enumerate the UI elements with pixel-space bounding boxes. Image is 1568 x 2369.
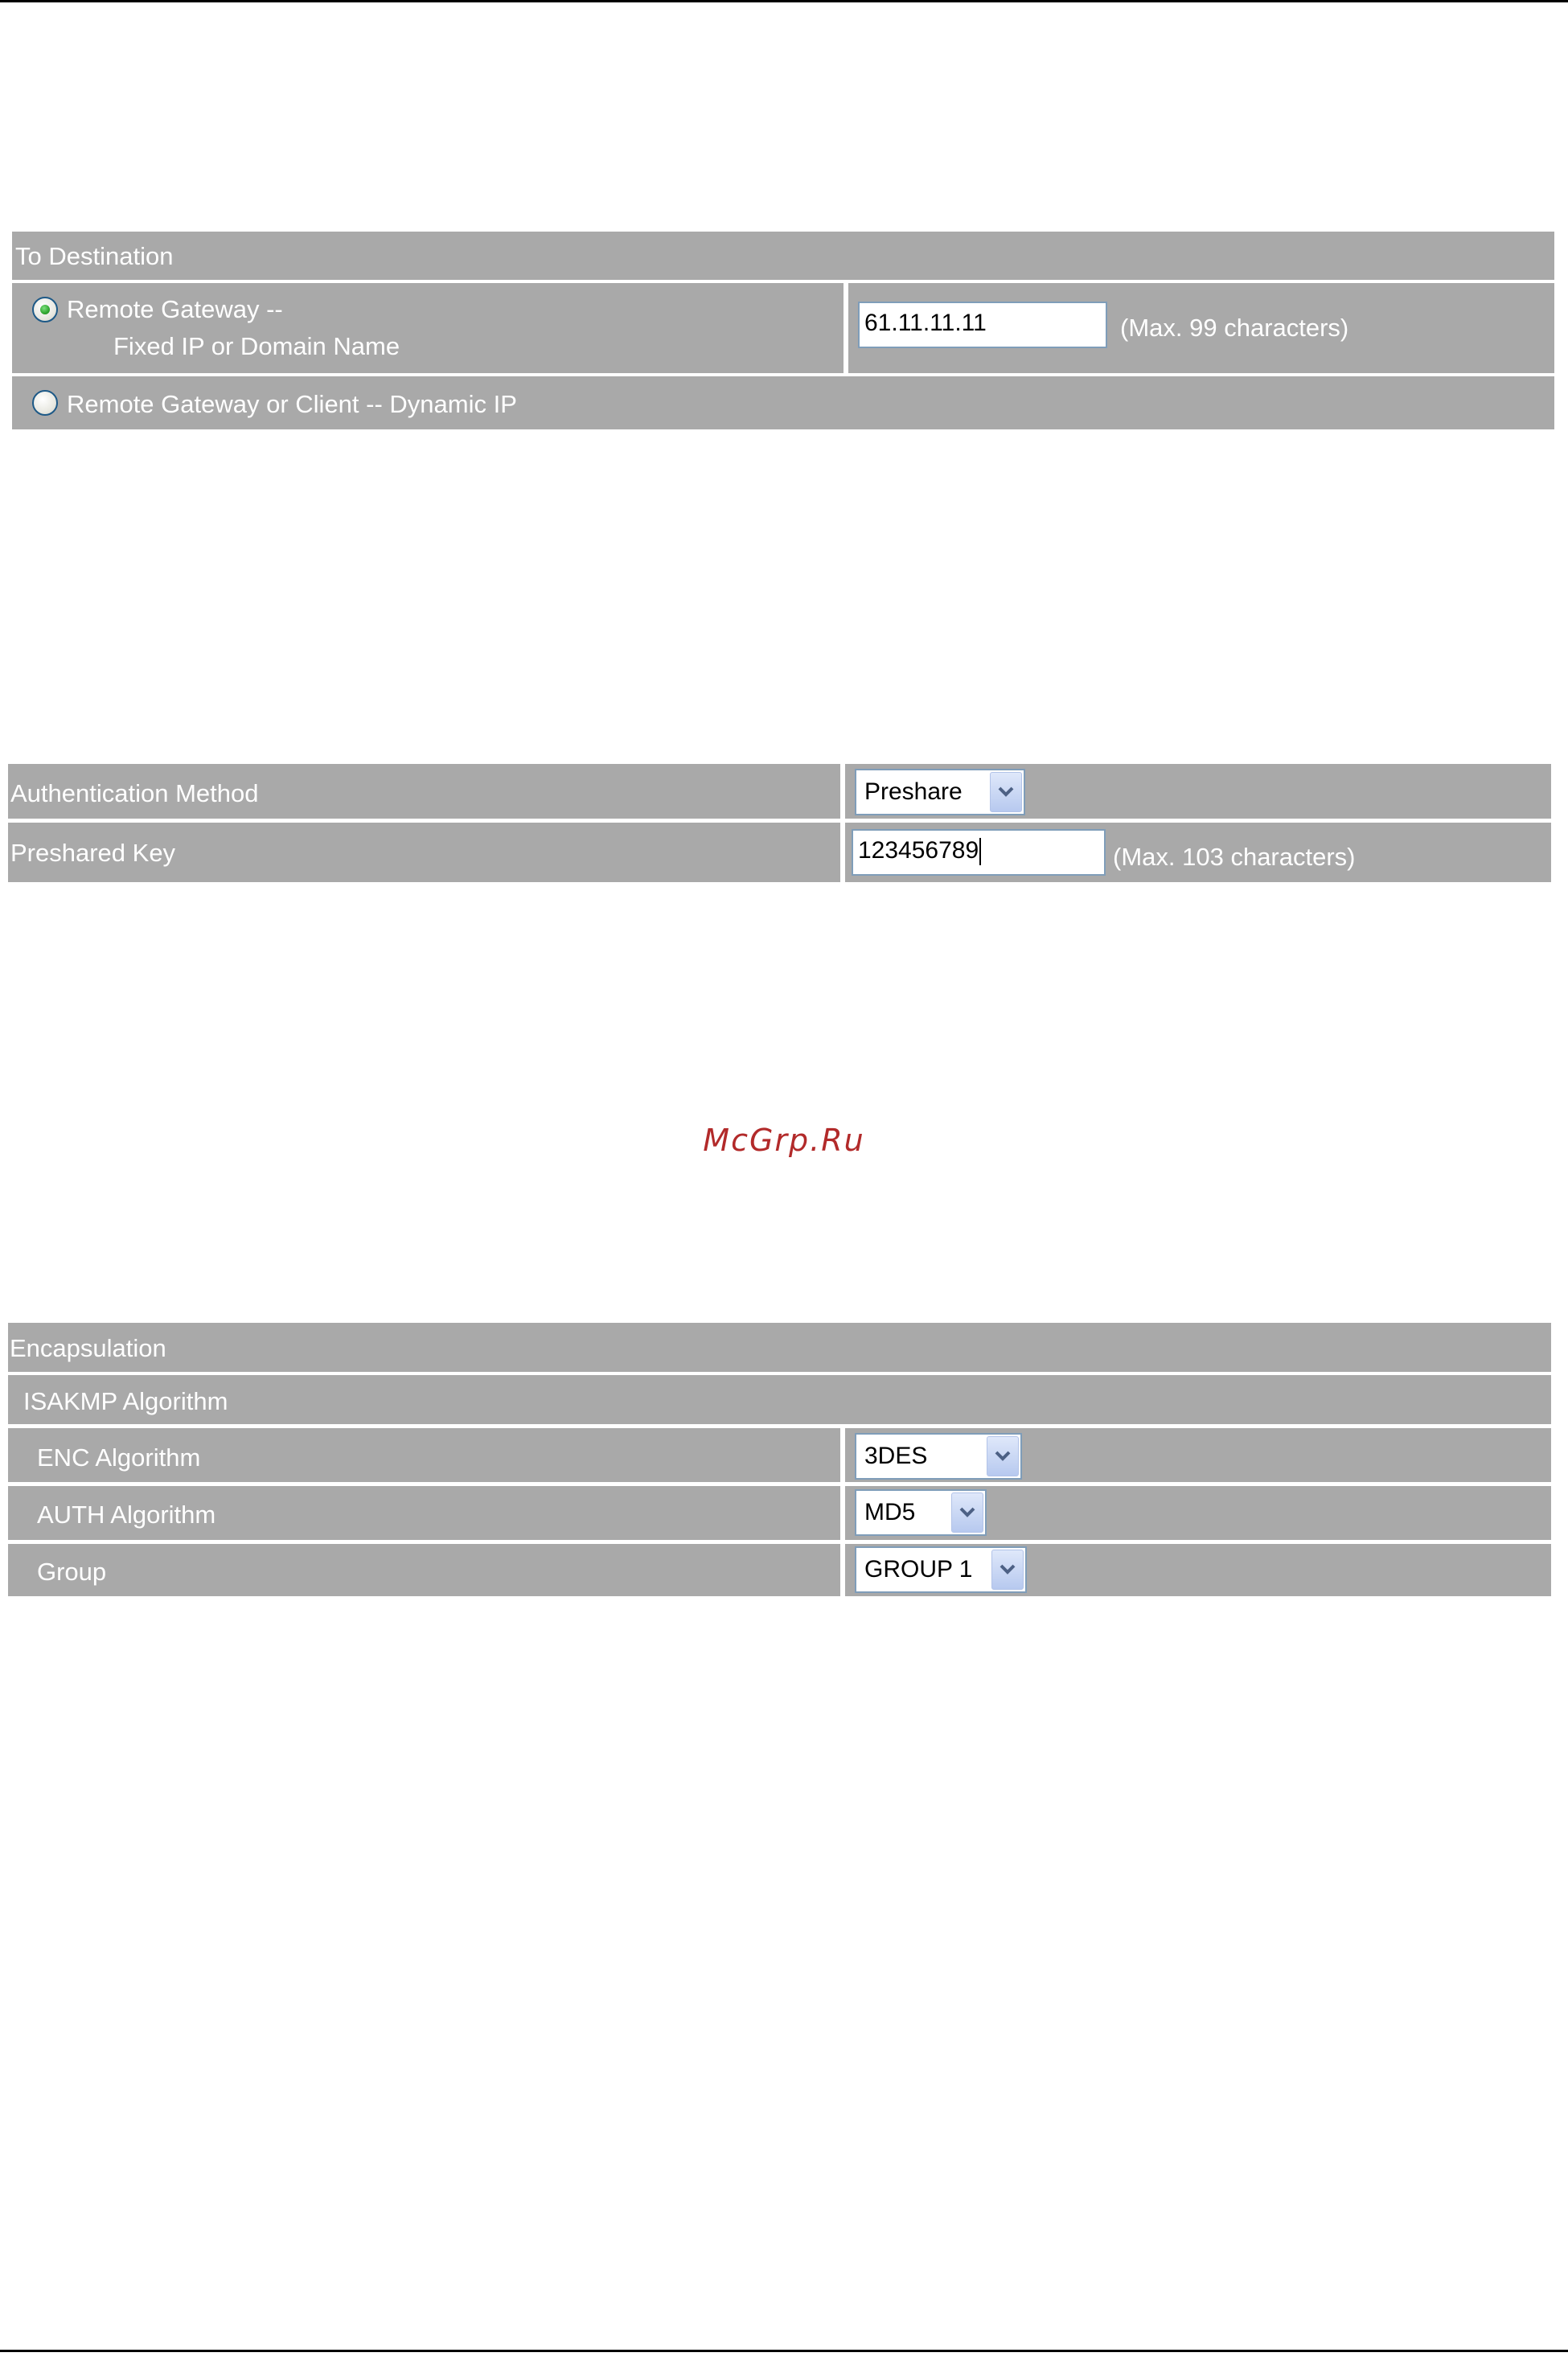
gateway-address-input[interactable] bbox=[858, 302, 1107, 348]
chevron-down-icon[interactable] bbox=[987, 1436, 1019, 1476]
fixed-gateway-option-cell bbox=[12, 283, 844, 373]
chevron-down-icon[interactable] bbox=[951, 1492, 983, 1533]
radio-unchecked-icon[interactable] bbox=[32, 390, 58, 416]
auth-algorithm-value: MD5 bbox=[864, 1499, 916, 1525]
auth-method-label-cell bbox=[8, 764, 840, 819]
group-row bbox=[8, 1544, 1551, 1596]
authentication-panel bbox=[8, 764, 1551, 883]
enc-algorithm-value-cell bbox=[845, 1428, 1551, 1482]
enc-algorithm-label: ENC Algorithm bbox=[37, 1443, 201, 1472]
auth-algorithm-row bbox=[8, 1486, 1551, 1540]
isakmp-header-label: ISAKMP Algorithm bbox=[23, 1387, 228, 1415]
enc-algorithm-select[interactable] bbox=[855, 1433, 1022, 1480]
encapsulation-panel bbox=[8, 1323, 1551, 1597]
auth-algorithm-select[interactable] bbox=[855, 1489, 987, 1536]
preshared-key-label: Preshared Key bbox=[10, 839, 176, 867]
enc-algorithm-value: 3DES bbox=[864, 1443, 928, 1469]
chevron-down-icon[interactable] bbox=[990, 772, 1022, 812]
enc-algorithm-row bbox=[8, 1428, 1551, 1482]
encapsulation-header-label: Encapsulation bbox=[10, 1334, 166, 1362]
auth-algorithm-label-cell bbox=[8, 1486, 840, 1540]
text-caret bbox=[979, 838, 981, 865]
group-label: Group bbox=[37, 1558, 107, 1586]
group-label-cell bbox=[8, 1544, 840, 1596]
gateway-input-cell bbox=[848, 283, 1554, 373]
isakmp-header bbox=[8, 1375, 1551, 1424]
preshared-key-value: 123456789 bbox=[858, 837, 979, 864]
auth-method-value: Preshare bbox=[864, 778, 963, 805]
fixed-gateway-label-line1: Remote Gateway -- bbox=[67, 295, 283, 323]
destination-header bbox=[12, 232, 1554, 280]
watermark-text: McGrp.Ru bbox=[703, 1123, 865, 1158]
dynamic-gateway-label: Remote Gateway or Client -- Dynamic IP bbox=[67, 390, 517, 418]
radio-checked-icon[interactable] bbox=[32, 297, 58, 322]
auth-algorithm-value-cell bbox=[845, 1486, 1551, 1540]
preshared-key-row bbox=[8, 823, 1551, 882]
auth-method-row bbox=[8, 764, 1551, 819]
group-value: GROUP 1 bbox=[864, 1556, 973, 1583]
bottom-rule bbox=[0, 2350, 1568, 2352]
destination-header-label: To Destination bbox=[15, 242, 174, 270]
auth-method-label: Authentication Method bbox=[10, 779, 259, 807]
gateway-hint: (Max. 99 characters) bbox=[1120, 314, 1349, 342]
gateway-address-value: 61.11.11.11 bbox=[864, 310, 987, 336]
auth-method-value-cell bbox=[845, 764, 1551, 819]
preshared-key-hint: (Max. 103 characters) bbox=[1113, 843, 1356, 871]
encapsulation-header bbox=[8, 1323, 1551, 1372]
auth-algorithm-label: AUTH Algorithm bbox=[37, 1501, 216, 1529]
fixed-gateway-row bbox=[12, 283, 1554, 373]
fixed-gateway-label-line2: Fixed IP or Domain Name bbox=[113, 332, 400, 360]
group-value-cell bbox=[845, 1544, 1551, 1596]
chevron-down-icon[interactable] bbox=[991, 1550, 1024, 1590]
preshared-key-value-cell bbox=[845, 823, 1551, 882]
destination-panel bbox=[12, 232, 1554, 431]
auth-method-select[interactable] bbox=[855, 769, 1025, 815]
group-select[interactable] bbox=[855, 1546, 1027, 1593]
preshared-key-label-cell bbox=[8, 823, 840, 882]
top-rule bbox=[0, 0, 1568, 2]
dynamic-gateway-row bbox=[12, 376, 1554, 429]
preshared-key-input[interactable] bbox=[852, 829, 1106, 876]
enc-algorithm-label-cell bbox=[8, 1428, 840, 1482]
